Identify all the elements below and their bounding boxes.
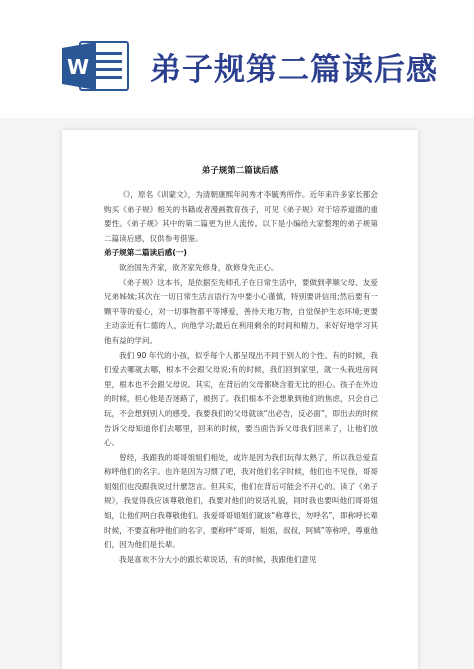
svg-text:W: W	[66, 55, 90, 79]
section-heading: 弟子规第二篇读后感(一)	[104, 248, 187, 258]
intro-paragraph: 《》，原名《训蒙文》，为清朝康熙年间秀才李毓秀所作。近年来许多家长都会购买《弟子规》相关的书籍或者漫画教育孩子，可见《弟子规》对于培养道德的重要性。《弟子规》其中的第二篇更为世人流传。以下是小编给大家整理的弟子规第二篇读后感，仅供参考借鉴。	[104, 190, 378, 243]
verse-line: 欲治国先齐家，欲齐家先修身，欲修身先正心。	[119, 262, 279, 272]
banner	[0, 0, 474, 120]
document-title: 弟子规第二篇读后感	[201, 166, 279, 176]
body-paragraph: 我是喜欢不分大小的跟长辈说话，有的时候，我跟他们意见	[119, 554, 317, 564]
body-paragraph: 我们 90 年代的小孩，似乎每个人都呈现出不同于别人的个性。有的时候，我们爱去哪就去哪，根本不会跟父母说;有的时候，我们回到家里，就一头栽进房间里，根本也不会跟父母说。其实，在背后的父母都晓含着无比的担心。孩子在外边的时候，担心他是否迷路了，被拐了。我们根本不会想象到他们的焦虑，只会自己玩，不会想到别人的感受。我要我们的父母就该“出必告，反必面”，即出去的时候告诉父母知道你们去哪里，回来的时候，要当面告诉父母我们回来了，让他们放心。	[104, 350, 378, 448]
body-paragraph: 曾经，我跟我的哥哥姐姐们相处，或许是因为我们玩得太熟了，所以我总爱直称呼他们的名字。也许是因为习惯了吧，我对他们名字时候，他们也不见怪，哥哥姐姐们也没跟我说过什麽怨言。但其实，他们在背后可能会不开心的。读了《弟子规》，我觉得我应该尊敬他们，我要对他们的说话礼貌，同时我也要叫他们哥哥姐姐，让他们明白我尊敬他们。我爱哥哥姐姐们就该“称尊长，勿呼名”，即称呼长辈时候，不要直称呼他们的名字，要称呼“哥哥，姐姐，叔叔，阿姨”等称呼，尊重他们，因为他们是长辈。	[104, 452, 378, 550]
body-paragraph: 《弟子规》这本书，是依据至先师孔子在日常生活中，要做到孝顺父母、友爱兄弟姊妹;其次在一切日常生活言语行为中要小心谨慎，特别要讲信用;然后要有一颗平等的爱心，对一切事物都平等博爱，善待天地万物，自觉保护生态环境;更要主动亲近有仁德的人，向他学习;最后在利用剩余的时间和精力，来好好地学习其他有益的学问。	[104, 277, 378, 345]
banner-title: 弟子规第二篇读后感	[150, 52, 438, 88]
document-page	[62, 130, 418, 669]
word-doc-icon	[62, 40, 130, 92]
document-body	[104, 188, 378, 567]
